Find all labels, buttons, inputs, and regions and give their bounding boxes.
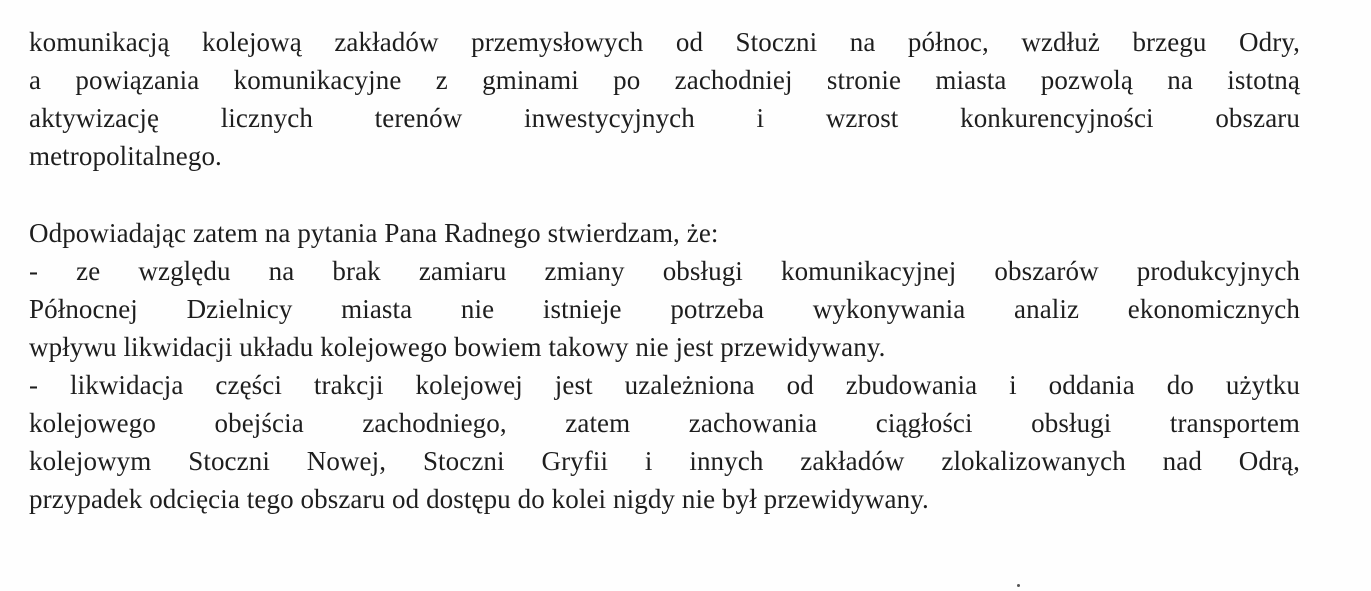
text-line: Północnej Dzielnicy miasta nie istnieje potrzeba wykonywania analiz ekonomicznych <box>29 294 1300 324</box>
paragraph-answer <box>29 214 1300 518</box>
answer-intro-line: Odpowiadając zatem na pytania Pana Radnego stwierdzam, że: <box>29 218 719 248</box>
text-line: a powiązania komunikacyjne z gminami po zachodniej stronie miasta pozwolą na istotną <box>29 65 1300 95</box>
scan-speck <box>1017 584 1020 587</box>
text-line: komunikacją kolejową zakładów przemysłowych od Stoczni na północ, wzdłuż brzegu Odry, <box>29 27 1300 57</box>
text-line: - ze względu na brak zamiaru zmiany obsługi komunikacyjnej obszarów produkcyjnych <box>29 256 1300 286</box>
text-line: - likwidacja części trakcji kolejowej jest uzależniona od zbudowania i oddania do użytku <box>29 370 1300 400</box>
text-line: przypadek odcięcia tego obszaru od dostępu do kolei nigdy nie był przewidywany. <box>29 484 929 514</box>
text-line: wpływu likwidacji układu kolejowego bowiem takowy nie jest przewidywany. <box>29 332 886 362</box>
text-line: aktywizację licznych terenów inwestycyjnych i wzrost konkurencyjności obszaru <box>29 103 1300 133</box>
text-line: metropolitalnego. <box>29 141 222 171</box>
text-line: kolejowym Stoczni Nowej, Stoczni Gryfii i innych zakładów zlokalizowanych nad Odrą, <box>29 446 1300 476</box>
text-line: kolejowego obejścia zachodniego, zatem zachowania ciągłości obsługi transportem <box>29 408 1300 438</box>
paragraph-railway-connections <box>29 23 1300 175</box>
